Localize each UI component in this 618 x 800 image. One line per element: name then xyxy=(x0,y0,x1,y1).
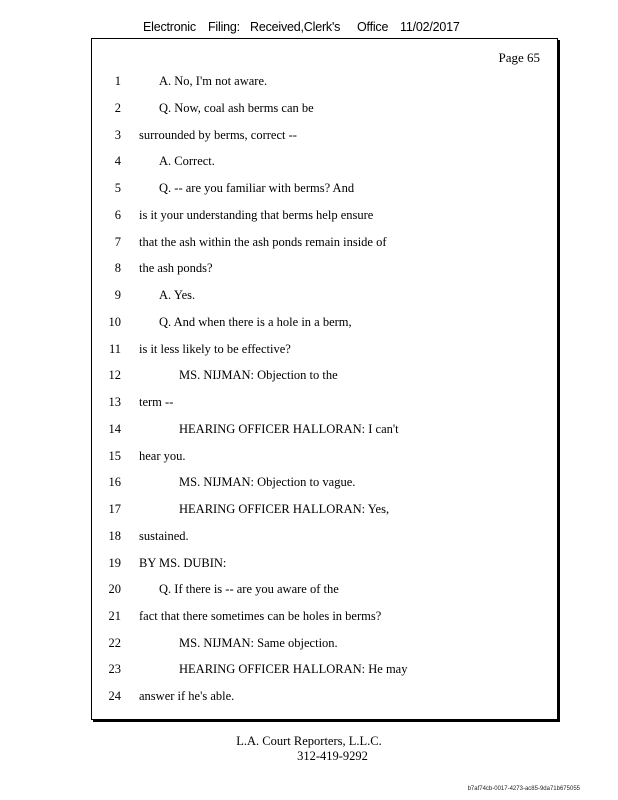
line-text: A. No, I'm not aware. xyxy=(159,74,268,88)
line-text: is it your understanding that berms help ensure xyxy=(139,208,374,222)
line-text: that the ash within the ash ponds remain inside of xyxy=(139,235,387,249)
filing-header-word: Filing: xyxy=(208,20,240,34)
line-text: MS. NIJMAN: Objection to the xyxy=(179,368,338,382)
line-text: Q. And when there is a hole in a berm, xyxy=(159,315,352,329)
transcript-line xyxy=(92,556,552,576)
reporter-company: L.A. Court Reporters, L.L.C. xyxy=(236,734,382,748)
transcript-line xyxy=(92,208,552,228)
line-number: 9 xyxy=(114,288,121,302)
line-text: the ash ponds? xyxy=(139,261,213,275)
line-text: MS. NIJMAN: Objection to vague. xyxy=(179,475,356,489)
transcript-page xyxy=(91,38,558,720)
transcript-line xyxy=(92,502,552,522)
transcript-line xyxy=(92,449,552,469)
line-number: 2 xyxy=(114,101,121,115)
line-text: HEARING OFFICER HALLORAN: He may xyxy=(179,662,408,676)
line-text: BY MS. DUBIN: xyxy=(139,556,227,570)
transcript-line xyxy=(92,181,552,201)
line-number: 12 xyxy=(108,368,121,382)
line-text: MS. NIJMAN: Same objection. xyxy=(179,636,338,650)
line-number: 8 xyxy=(114,261,121,275)
transcript-line xyxy=(92,101,552,121)
transcript-line xyxy=(92,315,552,335)
line-text: answer if he's able. xyxy=(139,689,235,703)
line-number: 17 xyxy=(108,502,121,516)
page-number: Page 65 xyxy=(498,50,540,65)
document-id: b7af74cb-0017-4273-ac85-9da71b675055 xyxy=(467,786,580,792)
filing-header-word: Office xyxy=(357,20,389,34)
line-number: 19 xyxy=(108,556,121,570)
filing-header-word: Received,Clerk's xyxy=(250,20,341,34)
transcript-line xyxy=(92,368,552,388)
line-text: A. Correct. xyxy=(159,154,215,168)
transcript-line xyxy=(92,582,552,602)
line-text: Q. Now, coal ash berms can be xyxy=(159,101,314,115)
transcript-line xyxy=(92,128,552,148)
line-text: HEARING OFFICER HALLORAN: I can't xyxy=(179,422,399,436)
line-number: 22 xyxy=(108,636,121,650)
transcript-line xyxy=(92,636,552,656)
line-number: 13 xyxy=(108,395,121,409)
line-text: sustained. xyxy=(139,529,189,543)
line-text: surrounded by berms, correct -- xyxy=(139,128,297,142)
line-number: 7 xyxy=(114,235,121,249)
line-text: HEARING OFFICER HALLORAN: Yes, xyxy=(179,502,390,516)
line-text: Q. -- are you familiar with berms? And xyxy=(159,181,355,195)
line-number: 18 xyxy=(108,529,121,543)
line-number: 21 xyxy=(108,609,121,623)
transcript-line xyxy=(92,261,552,281)
filing-header-date: 11/02/2017 xyxy=(400,20,460,34)
line-number: 16 xyxy=(108,475,121,489)
line-number: 24 xyxy=(108,689,121,703)
transcript-line xyxy=(92,689,552,709)
line-text: term -- xyxy=(139,395,174,409)
line-number: 3 xyxy=(114,128,121,142)
filing-header-word: Electronic xyxy=(143,20,196,34)
transcript-line xyxy=(92,74,552,94)
line-number: 4 xyxy=(114,154,121,168)
line-number: 20 xyxy=(108,582,121,596)
reporter-footer xyxy=(0,734,618,764)
transcript-line xyxy=(92,422,552,442)
line-number: 10 xyxy=(108,315,121,329)
reporter-phone: 312-419-9292 xyxy=(297,749,368,763)
line-number: 11 xyxy=(108,342,121,356)
transcript-line xyxy=(92,154,552,174)
transcript-line xyxy=(92,342,552,362)
line-text: Q. If there is -- are you aware of the xyxy=(159,582,339,596)
line-number: 5 xyxy=(114,181,121,195)
line-text: is it less likely to be effective? xyxy=(139,342,291,356)
transcript-line xyxy=(92,475,552,495)
filing-header xyxy=(143,20,503,38)
line-number: 23 xyxy=(108,662,121,676)
line-number: 15 xyxy=(108,449,121,463)
line-number: 14 xyxy=(108,422,121,436)
transcript-line xyxy=(92,395,552,415)
line-text: fact that there sometimes can be holes in berms? xyxy=(139,609,382,623)
transcript-line xyxy=(92,529,552,549)
transcript-line xyxy=(92,662,552,682)
line-text: hear you. xyxy=(139,449,186,463)
line-text: A. Yes. xyxy=(159,288,196,302)
transcript-line xyxy=(92,609,552,629)
line-number: 6 xyxy=(114,208,121,222)
transcript-line xyxy=(92,235,552,255)
line-number: 1 xyxy=(114,74,121,88)
transcript-line xyxy=(92,288,552,308)
